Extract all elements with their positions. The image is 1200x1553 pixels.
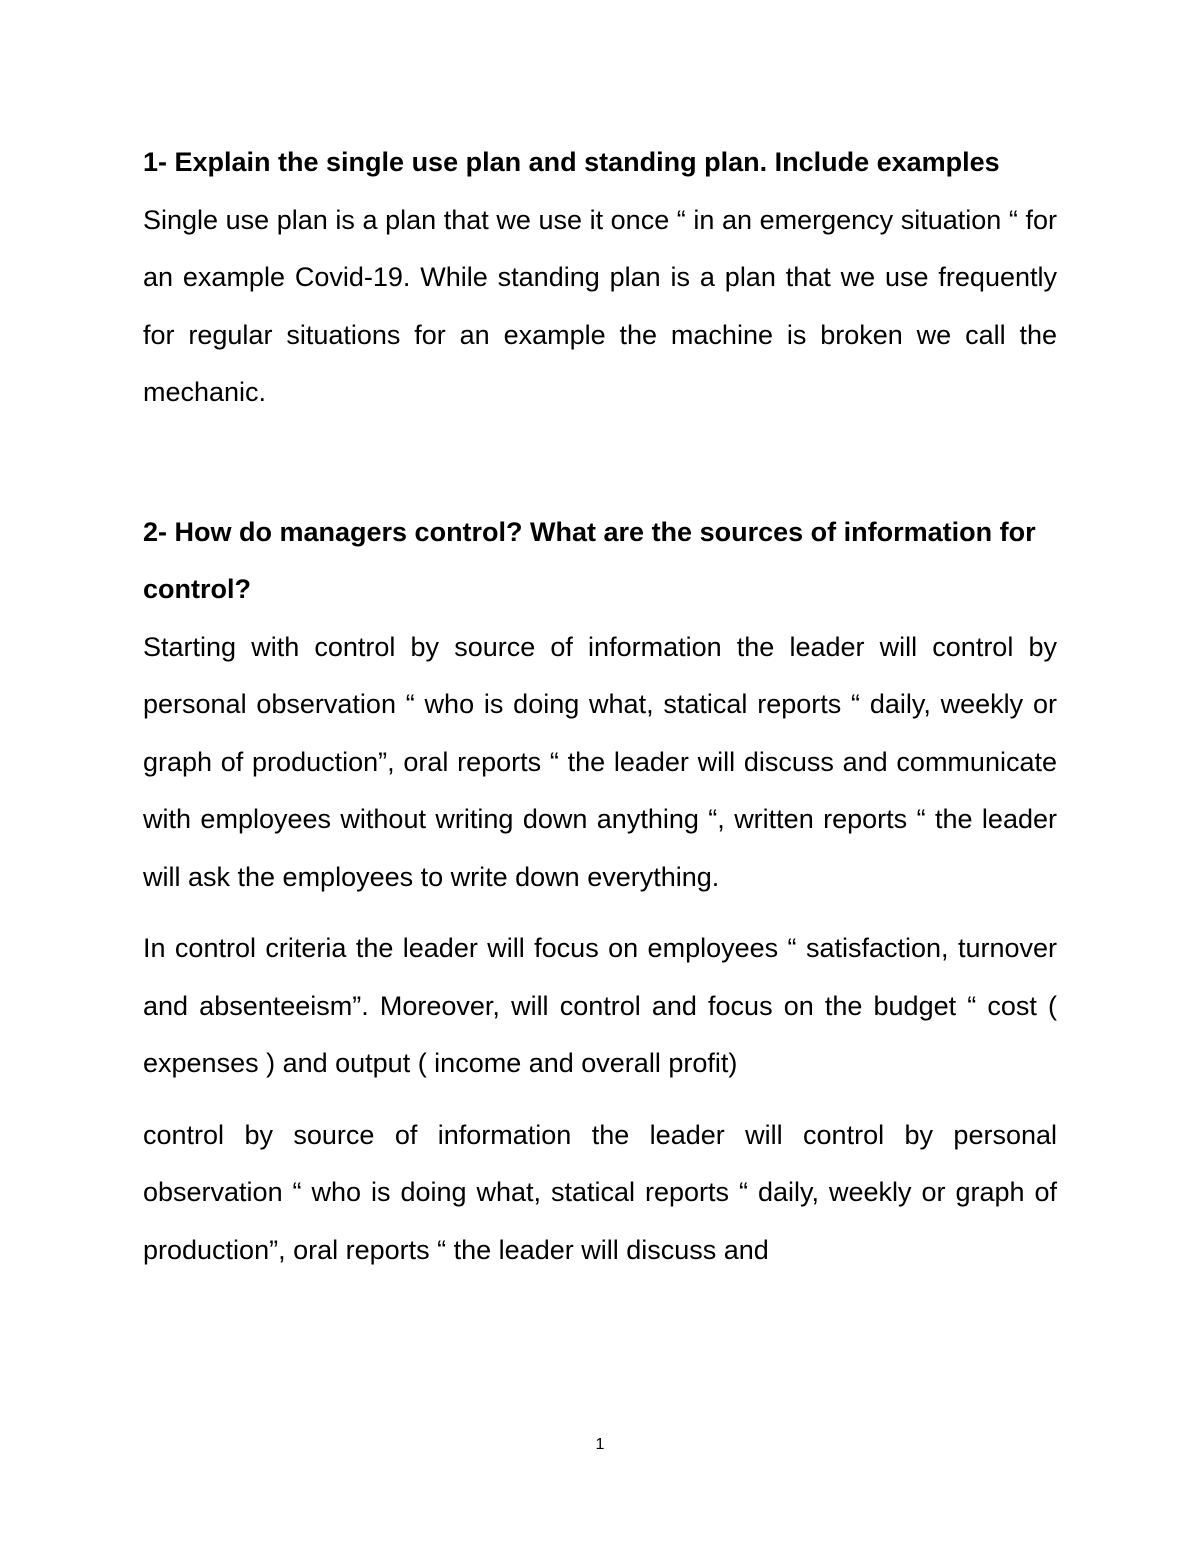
page-number: 1 (595, 1436, 605, 1453)
question-1-heading: 1- Explain the single use plan and standing plan. Include examples (143, 147, 1000, 177)
paragraph-spacer (143, 1093, 1057, 1107)
question-2-heading: 2- How do managers control? What are the sources of information for control? (143, 516, 1036, 604)
question-2-paragraph-3: control by source of information the leader will control by personal observation “ who is doing what, statical reports “ daily, weekly or graph of production”, oral reports “ the leader will discuss and (143, 1119, 1057, 1265)
question-1-answer: Single use plan is a plan that we use it once “ in an emergency situation “ for an example Covid-19. While standing plan is a plan that we use frequently for regular situations for an example the machine is broken we call the mechanic. (143, 204, 1057, 407)
question-2-paragraph-1: Starting with control by source of information the leader will control by personal observation “ who is doing what, statical reports “ daily, weekly or graph of production”, oral reports “ the leader will discuss and communicate with employees without writing down anything “, written reports “ the leader will ask the employees to write down everything. (143, 631, 1057, 892)
section-spacer (143, 422, 1057, 504)
paragraph-spacer (143, 906, 1057, 920)
question-2-paragraph-2: In control criteria the leader will focus on employees “ satisfaction, turnover and absenteeism”. Moreover, will control and focus on the budget “ cost ( expenses ) and output ( income and overall profit) (143, 933, 1057, 1078)
document-body (143, 134, 1057, 1279)
